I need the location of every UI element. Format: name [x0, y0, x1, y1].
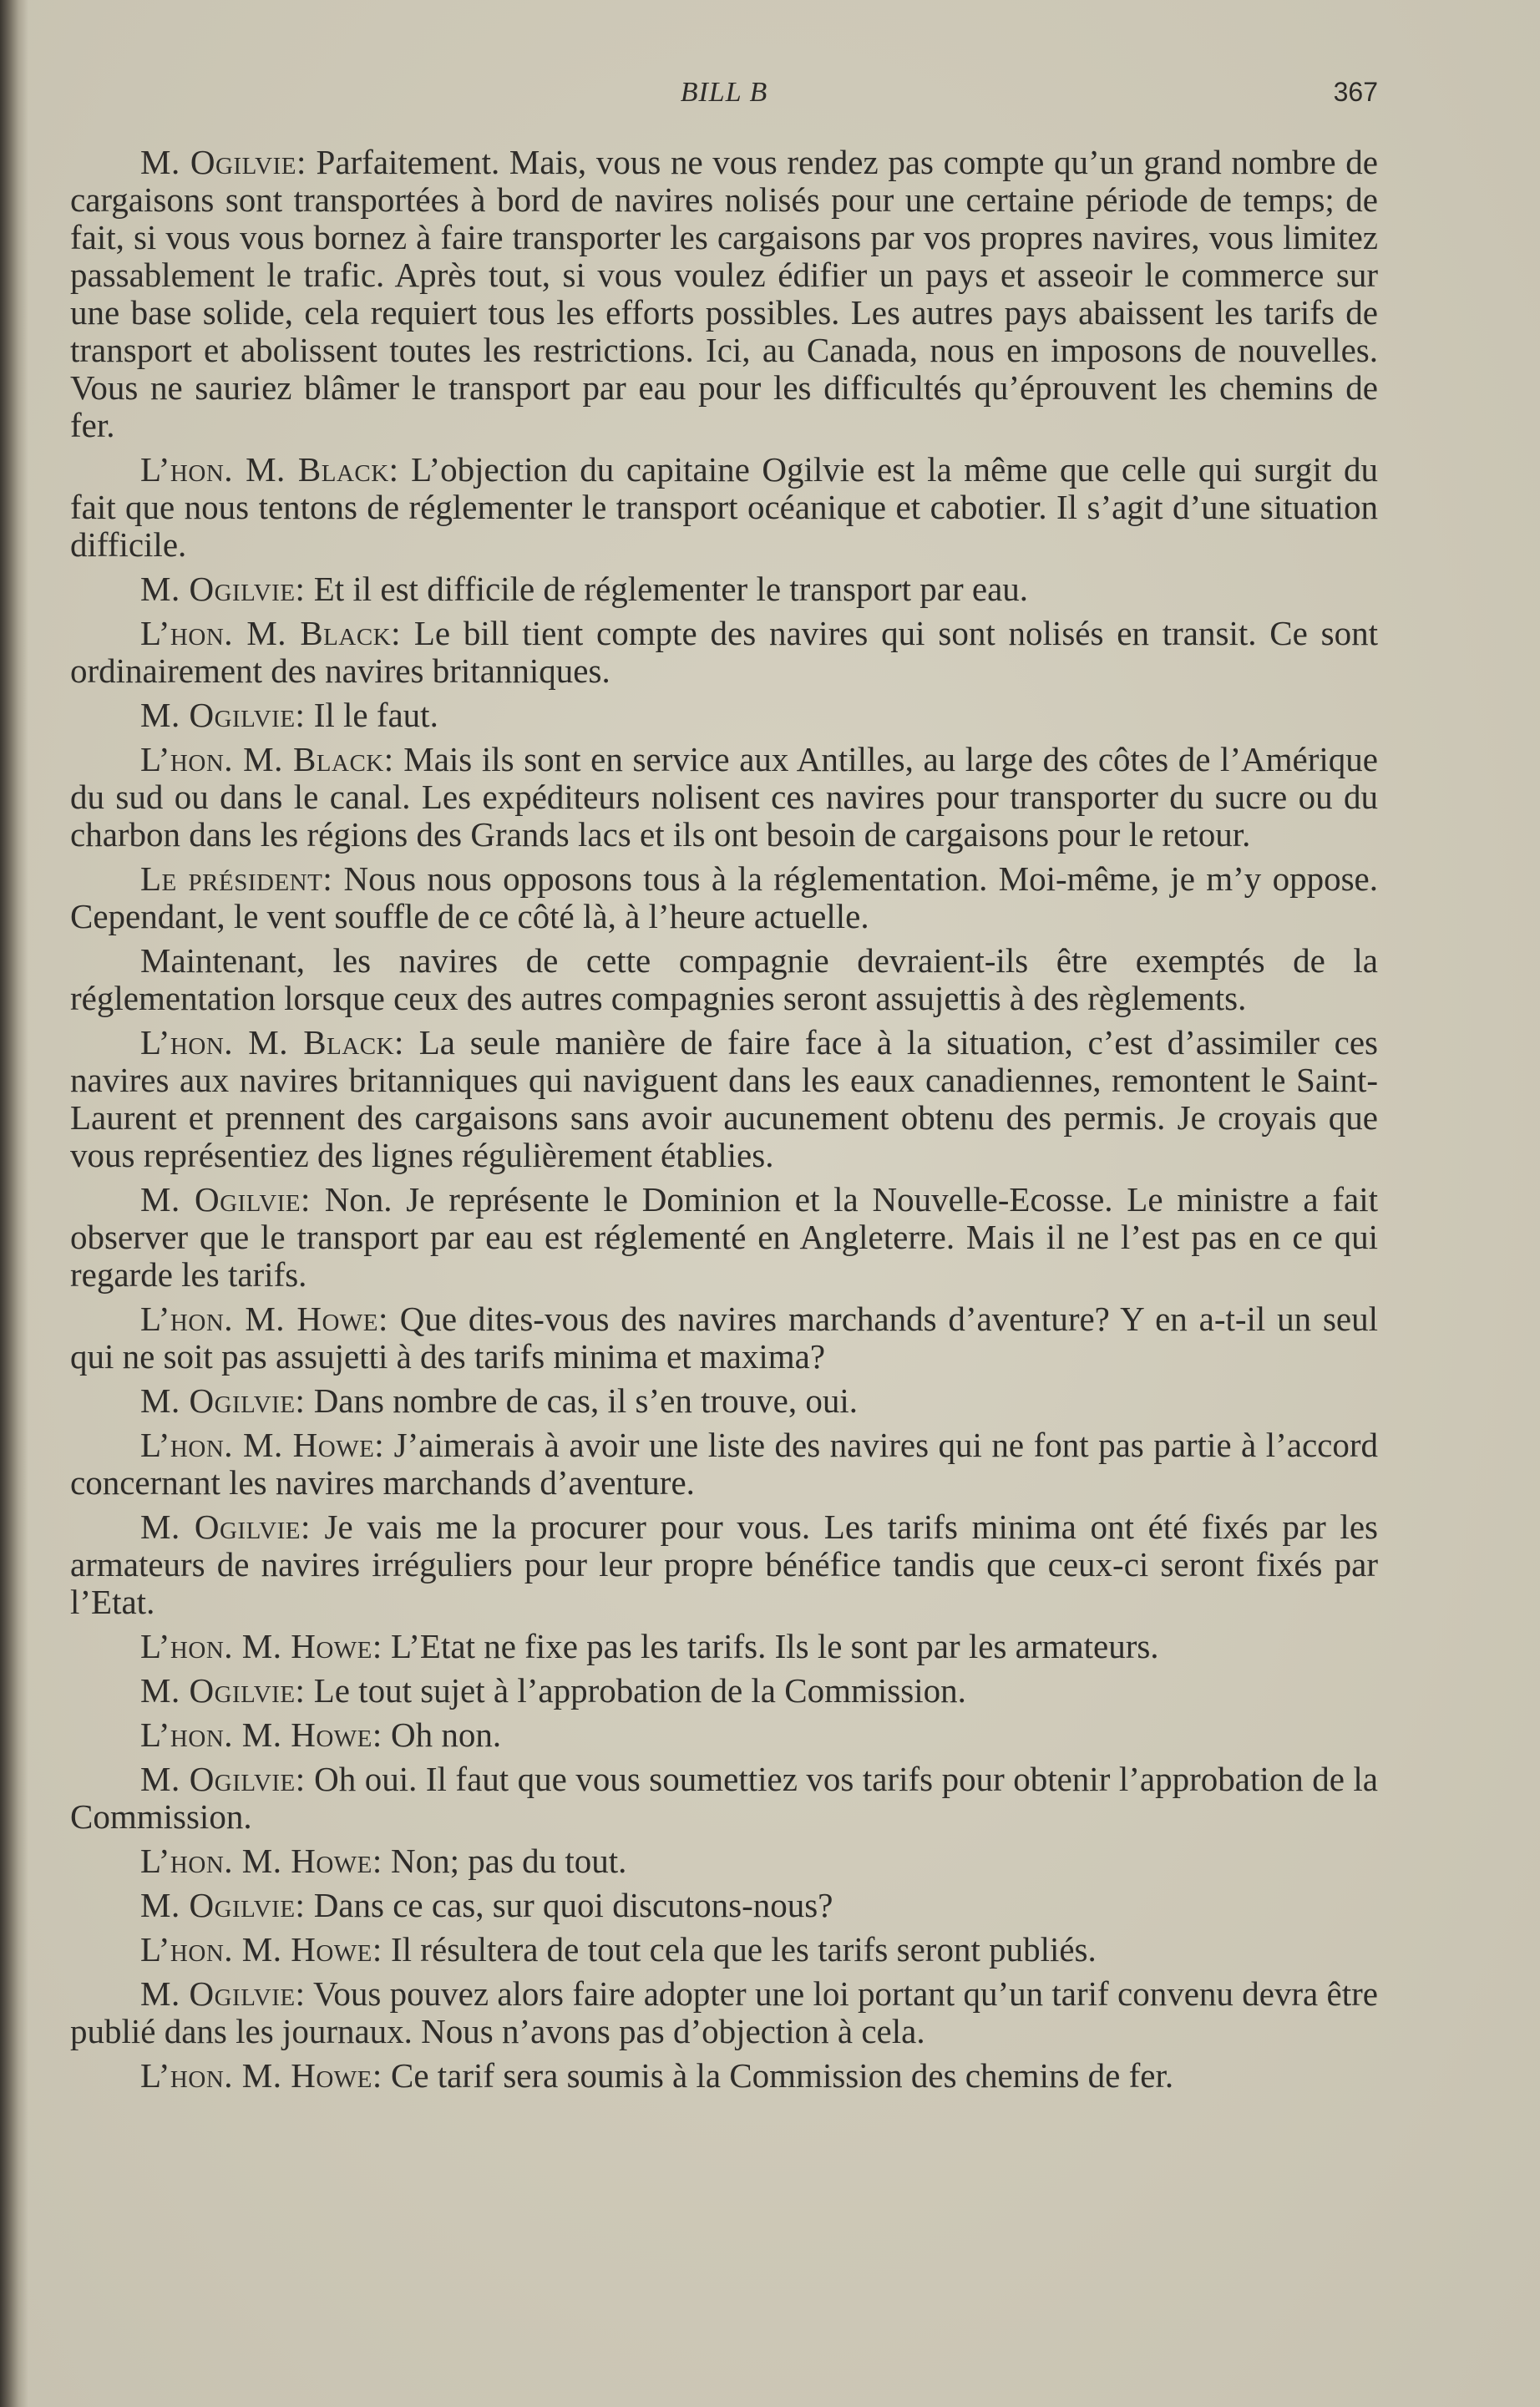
paragraph — [70, 1508, 1378, 1621]
speaker-label: M. Ogilvie: — [140, 1886, 306, 1924]
paragraph-text: Dans nombre de cas, il s’en trouve, oui. — [305, 1381, 858, 1420]
paragraph — [70, 697, 1378, 734]
paragraph-text: L’Etat ne fixe pas les tarifs. Ils le sont par les armateurs. — [382, 1627, 1159, 1665]
paragraph-text: Il le faut. — [305, 696, 438, 734]
speaker-label: M. Ogilvie: — [140, 1381, 306, 1420]
paragraph — [70, 1672, 1378, 1710]
paragraph — [70, 1300, 1378, 1376]
speaker-label: L’hon. M. Black: — [140, 740, 394, 778]
speaker-label: Le président: — [140, 859, 333, 898]
paragraph — [70, 1887, 1378, 1924]
paragraph-text: Oh non. — [382, 1715, 502, 1754]
speaker-label: M. Ogilvie: — [140, 696, 306, 734]
speaker-label: L’hon. M. Black: — [140, 1023, 404, 1062]
paragraph-text: L’objection du capitaine Ogilvie est la même que celle qui surgit du fait que nous tentons de réglementer le transport océanique et cabotier. Il s’agit d’une situation difficile. — [70, 450, 1378, 564]
paragraph — [70, 1426, 1378, 1502]
speaker-label: M. Ogilvie: — [140, 1180, 311, 1219]
paragraph-text: Vous pouvez alors faire adopter une loi portant qu’un tarif convenu devra être publié dans les journaux. Nous n’avons pas d’objection à cela. — [70, 1974, 1378, 2050]
paragraph-text: Mais ils sont en service aux Antilles, au large des côtes de l’Amérique du sud ou dans le canal. Les expéditeurs nolisent ces navires pour transporter du sucre ou du charbon dans les régions des Grands lacs et ils ont besoin de cargaisons pour le retour. — [70, 740, 1378, 854]
paragraph-text: Maintenant, les navires de cette compagnie devraient-ils être exemptés de la réglementation lorsque ceux des autres compagnies seront assujettis à des règlements. — [70, 941, 1378, 1017]
paragraph — [70, 1761, 1378, 1836]
paragraph-text: Et il est difficile de réglementer le transport par eau. — [305, 570, 1029, 608]
speaker-label: L’hon. M. Howe: — [140, 1715, 382, 1754]
paragraph-text: Ce tarif sera soumis à la Commission des chemins de fer. — [382, 2056, 1174, 2095]
paragraph — [70, 144, 1378, 444]
paragraph-text: Nous nous opposons tous à la réglementation. Moi-même, je m’y oppose. Cependant, le vent souffle de ce côté là, à l’heure actuelle. — [70, 859, 1378, 935]
speaker-label: M. Ogilvie: — [140, 143, 306, 181]
paragraph — [70, 1024, 1378, 1174]
paragraph — [70, 1931, 1378, 1969]
page-number: 367 — [1333, 77, 1378, 107]
paragraph — [70, 615, 1378, 690]
paragraph-text: Je vais me la procurer pour vous. Les tarifs minima ont été fixés par les armateurs de navires irréguliers pour leur propre bénéfice tandis que ceux-ci seront fixés par l’Etat. — [70, 1508, 1378, 1621]
paragraph-text: Parfaitement. Mais, vous ne vous rendez pas compte qu’un grand nombre de cargaisons sont transportées à bord de navires nolisés pour une certaine période de temps; de fait, si vous vous bornez à faire transporter les cargaisons par vos propres navires, vous limitez passablement le trafic. Après tout, si vous voulez édifier un pays et asseoir le commerce sur une base solide, cela requiert tous les efforts possibles. Les autres pays abaissent les tarifs de transport et abolissent toutes les restrictions. Ici, au Canada, nous en imposons de nouvelles. Vous ne sauriez blâmer le transport par eau pour les difficultés qu’éprouvent les chemins de fer. — [70, 143, 1378, 444]
speaker-label: M. Ogilvie: — [140, 1974, 306, 2013]
paragraph-text: Il résultera de tout cela que les tarifs seront publiés. — [382, 1930, 1097, 1969]
paragraph-text: Que dites-vous des navires marchands d’aventure? Y en a-t-il un seul qui ne soit pas assujetti à des tarifs minima et maxima? — [70, 1300, 1378, 1376]
paragraph-text: Non; pas du tout. — [382, 1842, 627, 1880]
paragraph — [70, 741, 1378, 854]
paragraph — [70, 1181, 1378, 1294]
paragraph-text: La seule manière de faire face à la situation, c’est d’assimiler ces navires aux navires britanniques qui naviguent dans les eaux canadiennes, remontent le Saint-Laurent et prennent des cargaisons sans avoir aucunement obtenu des permis. Je croyais que vous représentiez des lignes régulièrement établies. — [70, 1023, 1378, 1174]
speaker-label: M. Ogilvie: — [140, 1671, 306, 1710]
paragraph — [70, 451, 1378, 564]
paragraph — [70, 1842, 1378, 1880]
paragraph — [70, 2057, 1378, 2095]
paragraph-text: Non. Je représente le Dominion et la Nouvelle-Ecosse. Le ministre a fait observer que le transport par eau est réglementé en Angleterre. Mais il ne l’est pas en ce qui regarde les tarifs. — [70, 1180, 1378, 1294]
speaker-label: L’hon. M. Black: — [140, 450, 399, 489]
speaker-label: L’hon. M. Howe: — [140, 1426, 385, 1464]
paragraph — [70, 860, 1378, 935]
paragraph — [70, 1975, 1378, 2050]
speaker-label: L’hon. M. Black: — [140, 614, 402, 652]
paragraph — [70, 1716, 1378, 1754]
paragraph-text: J’aimerais à avoir une liste des navires qui ne font pas partie à l’accord concernant les navires marchands d’aventure. — [70, 1426, 1378, 1502]
paragraph — [70, 942, 1378, 1017]
running-title: BILL B — [680, 77, 768, 108]
speaker-label: L’hon. M. Howe: — [140, 1842, 382, 1880]
paragraph — [70, 1628, 1378, 1665]
paragraph-text: Le bill tient compte des navires qui sont nolisés en transit. Ce sont ordinairement des navires britanniques. — [70, 614, 1378, 690]
paragraph-text: Oh oui. Il faut que vous soumettiez vos tarifs pour obtenir l’approbation de la Commission. — [70, 1760, 1378, 1836]
paragraph — [70, 1382, 1378, 1420]
speaker-label: M. Ogilvie: — [140, 570, 306, 608]
speaker-label: L’hon. M. Howe: — [140, 1627, 382, 1665]
speaker-label: M. Ogilvie: — [140, 1508, 311, 1546]
paragraph — [70, 570, 1378, 608]
body-text — [70, 144, 1378, 2101]
book-binding-edge — [0, 0, 28, 2407]
speaker-label: L’hon. M. Howe: — [140, 1930, 382, 1969]
speaker-label: L’hon. M. Howe: — [140, 1300, 388, 1338]
speaker-label: M. Ogilvie: — [140, 1760, 306, 1798]
page-header — [70, 77, 1378, 119]
paragraph-text: Le tout sujet à l’approbation de la Commission. — [305, 1671, 966, 1710]
speaker-label: L’hon. M. Howe: — [140, 2056, 382, 2095]
paragraph-text: Dans ce cas, sur quoi discutons-nous? — [305, 1886, 833, 1924]
